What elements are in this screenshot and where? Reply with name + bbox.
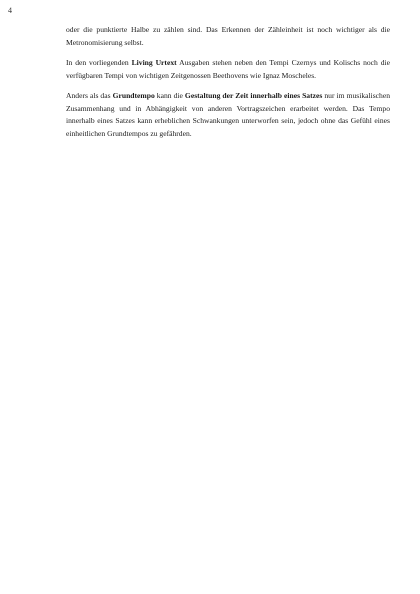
- bold-term-living-urtext: Living Urtext: [131, 58, 177, 67]
- paragraph-text-start: Anders als das: [66, 91, 113, 100]
- page-number: 4: [8, 6, 12, 15]
- bold-term-grundtempo: Grundtempo: [112, 91, 155, 100]
- paragraph-tempo-design: [66, 90, 390, 140]
- paragraph-counting-unit: [66, 24, 390, 49]
- paragraph-living-urtext: [66, 57, 390, 82]
- paragraph-text-end: nur im musikalischen Zusammenhang und in Abhängigkeit von anderen Vortragszeichen erarbeitet werden. Das Tempo innerhalb eines Satzes kann erheblichen Schwankungen unterworfen sein, jedoch ohne das Gefühl eines einheitlichen Grundtempos zu gefährden.: [66, 91, 391, 138]
- paragraph-text-start: In den vorliegenden: [66, 58, 132, 67]
- paragraph-text-middle: kann die: [154, 91, 185, 100]
- paragraph-text: oder die punktierte Halbe zu zählen sind. Das Erkennen der Zähleinheit ist noch wichtiger als die Metronomisierung selbst.: [66, 25, 390, 47]
- bold-term-gestaltung: Gestaltung der Zeit innerhalb eines Satzes: [184, 91, 323, 100]
- body-text: [66, 24, 390, 148]
- paragraph-text-end: Ausgaben stehen neben den Tempi Czernys und Kolischs noch die verfügbaren Tempi von wichtigen Zeitgenossen Beethovens wie Ignaz Moscheles.: [66, 58, 390, 80]
